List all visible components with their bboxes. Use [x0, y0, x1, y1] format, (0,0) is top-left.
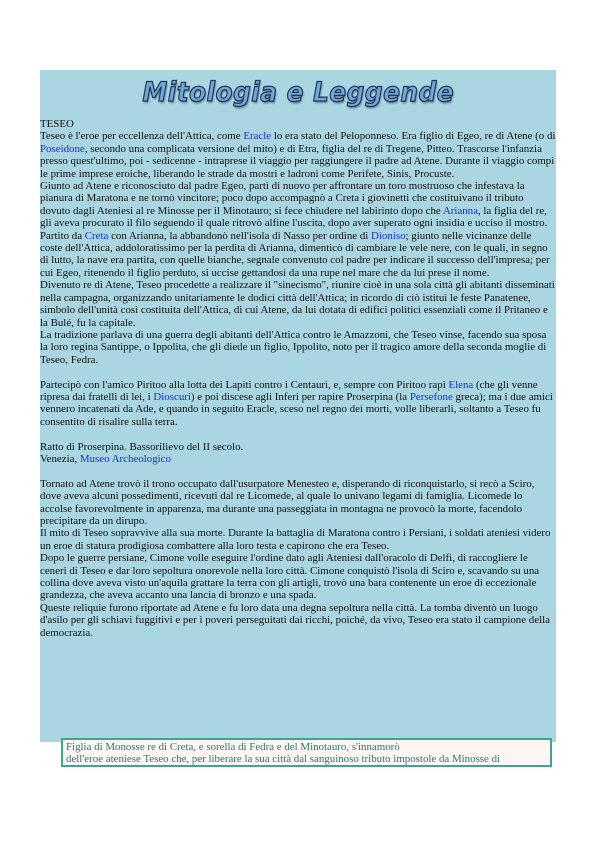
image-caption: Ratto di Proserpina. Bassorilievo del II secolo. Venezia, Museo Archeologico: [40, 440, 244, 465]
link-eracle[interactable]: Eracle: [243, 130, 272, 143]
paragraph-amazons: La tradizione parlava di una guerra degli abitanti dell'Attica contro le Amazzoni, che Teseo vinse, facendo sua sposa la loro regina Santippe, o Ippolita, che gli diede un figlio, Ippolito, noto per il tragico amore della seconda moglie di Teseo, Fedra.: [40, 328, 547, 366]
link-persefone[interactable]: Persefone: [409, 390, 453, 403]
article-panel: [40, 70, 556, 742]
link-creta[interactable]: Creta: [84, 229, 109, 242]
paragraph-sinecismo: Divenuto re di Atene, Teseo procedette a realizzare il "sinecismo", riunire cioè in una sola città gli abitanti disseminati nella campagna, organizzando unitariamente le dodici città dell'Attica; in ricordo di ciò istituì le feste Panatenee, simbolo dell'unità così costituita dell'Attica, di cui Atene, da lui dotata di edifici politici essenziali come il Pritaneo e la Bulé, fu la capitale.: [40, 279, 555, 329]
link-dioscuri[interactable]: Dioscuri: [153, 390, 191, 403]
link-elena[interactable]: Elena: [448, 378, 474, 391]
paragraph-relics: Queste reliquie furono riportate ad Atene e fu loro data una degna sepoltura nella città. La tomba diventò un luogo d'asilo per gli schiavi fuggitivi e per i poveri perseguitati dai ricchi, poiché, da vivo, Teseo era stato il campione della democrazia.: [40, 601, 550, 639]
paragraph-death: Tornato ad Atene trovò il trono occupato dall'usurpatore Menesteo e, disperando di riconquistarlo, si recò a Sciro, dove aveva alcuni possedimenti, ricevuti dal re Licomede, al quale lo univano legami di famiglia. Licomede lo accolse favorevolmente in apparenza, ma durante una passeggiata in montagna ne provocò la morte, facendolo precipitare da un dirupo.: [40, 477, 535, 527]
paragraph-myth-survives: Il mito di Teseo sopravvive alla sua morte. Durante la battaglia di Maratona contro i Persiani, i soldati ateniesi videro un eroe di statura prodigiosa combattere alla loro testa e capirono che era Teseo.: [40, 527, 551, 552]
banner: [40, 70, 556, 114]
article-heading: TESEO: [40, 118, 74, 130]
tooltip-arianna: [61, 738, 552, 767]
link-museo-archeologico[interactable]: Museo Archeologico: [79, 452, 171, 465]
article-body: [40, 118, 556, 639]
tooltip-line: dell'eroe ateniese Teseo che, per liberare la sua città dal sanguinoso tributo impostole da Minosse di: [66, 753, 501, 766]
paragraph-return: Partito da Creta con Arianna, la abbandonò nell'isola di Nasso per ordine di Dioniso; giunto nelle vicinanze delle coste dell'Attica, addoloratissimo per la perdita di Arianna, dimenticò di cambiare le vele nere, con le quali, in segno di lutto, la nave era partita, con quelle bianche, segnale convenuto col padre per indicare il successo dell'impresa; per cui Egeo, ritenendo il figlio perduto, si uccise gettandosi da una rupe nel mare che da lui prese il nome.: [40, 229, 550, 279]
paragraph-piritoo: Partecipò con l'amico Piritoo alla lotta dei Lapiti contro i Centauri, e, sempre con Piritoo rapì Elena (che gli venne ripresa dai fratelli di lei, i Dioscuri) e poi discese agli Inferi per rapire Proserpina (la Persefone greca); ma i due amici vennero incatenati da Ade, e quando in seguito Eracle, sceso nel regno dei morti, volle liberarli, soltanto a Teseo fu consentito di risalire sulla terra.: [40, 378, 553, 428]
paragraph-origins: Teseo è l'eroe per eccellenza dell'Attica, come Eracle lo era stato del Peloponneso. Era figlio di Egeo, re di Atene (o di Poseidone, secondo una complicata versione del mito) e di Etra, figlia del re di Tregene, Pitteo. Trascorse l'infanzia presso quest'ultimo, poi - sedicenne - intraprese il viaggio per raggiungere il padre ad Atene. Durante il viaggio compì le prime imprese eroiche, liberando le strade da mostri e ladroni come Perifete, Sinis, Procuste.: [40, 130, 556, 180]
link-dioniso[interactable]: Dioniso: [371, 229, 406, 242]
paragraph-cimone: Dopo le guerre persiane, Cimone volle eseguire l'ordine dato agli Ateniesi dall'oracolo di Delfi, di raccogliere le ceneri di Teseo e dar loro sepoltura onorevole nella loro città. Cimone conquistò l'isola di Sciro e, scavando su una collina dove aveva visto un'aquila grattare la terra con gli artigli, trovò una bara contenente un eroe di eccezionale grandezza, che aveva accanto una lancia di bronzo e una spada.: [40, 552, 540, 602]
link-poseidone[interactable]: Poseidone: [40, 142, 85, 155]
banner-title: Mitologia e Leggende: [142, 76, 454, 108]
link-arianna[interactable]: Arianna: [442, 204, 478, 217]
paragraph-minotaur: Giunto ad Atene e riconosciuto dal padre Egeo, partì di nuovo per affrontare un toro mostruoso che infestava la pianura di Maratona e ne tornò vincitore; poco dopo accompagnò a Creta i giovinetti che costituivano il tributo dovuto dagli Ateniesi al re Minosse per il Minotauro; si fece chiudere nel labirinto dopo che Arianna, la figlia del re, gli aveva procurato il filo seguendo il quale ritrovò alfine l'uscita, dopo aver superato ogni insidia e ucciso il mostro.: [40, 180, 548, 230]
tooltip-line: Figlia di Monosse re di Creta, e sorella di Fedra e del Minotauro, s'innamorò: [66, 741, 400, 753]
